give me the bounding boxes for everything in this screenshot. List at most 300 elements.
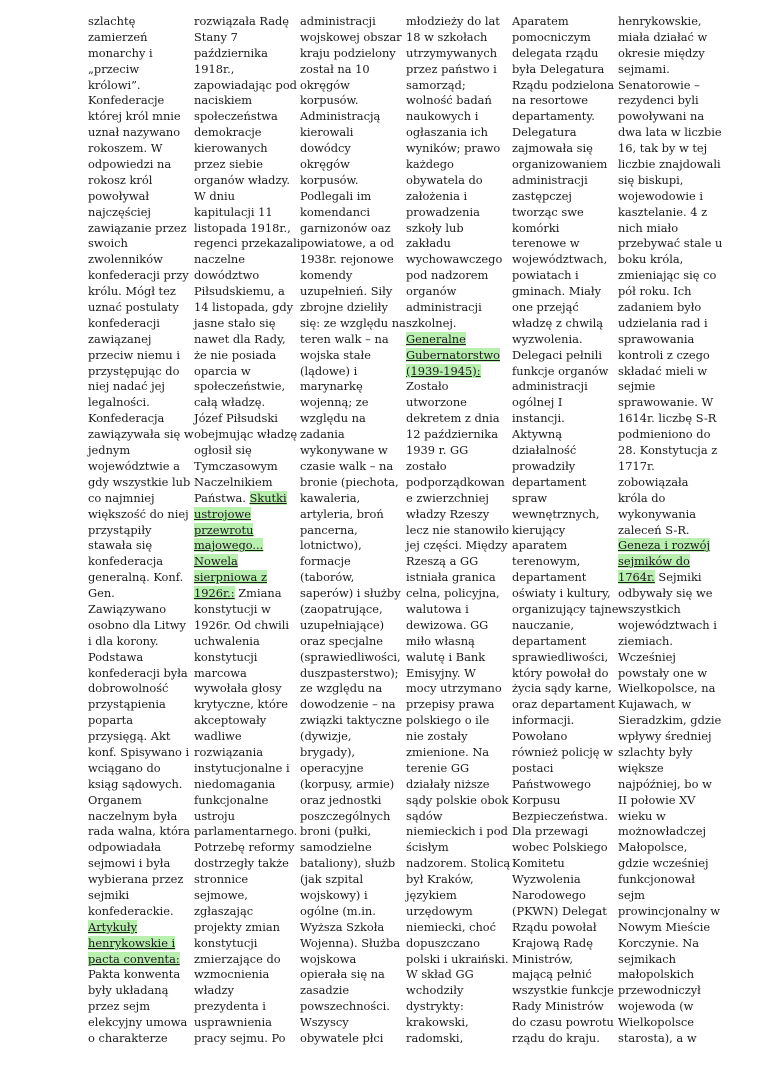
text-line: henrykowskie,: [618, 14, 702, 28]
text-line: wykonywania: [618, 506, 697, 521]
text-line: kontroli z czego: [618, 347, 710, 362]
text-line: okresie między: [618, 45, 705, 60]
text-line: 18 w szkołach: [406, 29, 488, 44]
text-line: korpusów.: [300, 93, 359, 108]
text-line: prezydenta i: [194, 999, 266, 1014]
text-line: artyleria, broń: [300, 506, 384, 521]
section-heading-link[interactable]: pacta conventa:: [88, 951, 180, 966]
text-line: zgłaszając: [194, 903, 254, 918]
text-line: dekretem z dnia: [406, 411, 500, 426]
text-line: jej części. Między: [406, 538, 508, 553]
text-line: niej nadać jej: [88, 379, 165, 394]
text-line: wojewoda (w: [618, 999, 694, 1014]
text-line: najpóźniej, bo w: [618, 776, 712, 791]
text-line: terenowe w: [512, 236, 580, 251]
line-text: Zmiana: [234, 586, 282, 601]
text-line: mocy utrzymano: [406, 681, 502, 696]
text-line: niedomagania: [194, 776, 276, 791]
text-line: Wyższa Szkoła: [300, 919, 385, 934]
text-line: szlachty były: [618, 744, 693, 759]
text-line: Administracją: [300, 109, 381, 124]
text-line: Piłsudskiemu, a: [194, 284, 285, 299]
text-line: istniała granica: [406, 570, 496, 585]
text-line: sejmikach: [618, 951, 676, 966]
text-line: sejmami.: [618, 61, 670, 76]
text-line: naciskiem: [194, 93, 253, 108]
text-line: ustroju: [194, 808, 235, 823]
text-line: niemiecki, choć: [406, 919, 497, 934]
text-line: października: [194, 45, 268, 60]
text-line: organizowaniem: [512, 157, 608, 172]
text-line: władzę z chwilą: [512, 315, 604, 330]
text-line: komórki: [512, 220, 560, 235]
text-line: przez siebie: [194, 157, 264, 172]
section-heading-link[interactable]: Gubernatorstwo: [406, 347, 500, 362]
text-line: 28. Konstytucja z: [618, 443, 718, 458]
text-line: obejmując władzę: [194, 427, 298, 442]
text-line: Rzeszą a GG: [406, 554, 479, 569]
text-line: korpusów.: [300, 172, 359, 187]
section-heading-link[interactable]: 1926r.:: [194, 586, 235, 601]
text-line: Rządu powołał: [512, 919, 597, 934]
text-line: dowództwo: [194, 268, 260, 283]
text-line: Nowym Mieście: [618, 919, 711, 934]
text-line: okręgów: [300, 77, 350, 92]
text-line: departament: [512, 570, 587, 585]
text-line: szkolnej.: [406, 315, 457, 330]
text-line: władzy Rzeszy: [406, 506, 490, 521]
text-line: 14 listopada, gdy: [194, 300, 294, 315]
text-line: wykonywane w: [300, 443, 388, 458]
text-line: się: ze względu na: [300, 315, 406, 330]
text-line: powiatowe, a od: [300, 236, 395, 251]
text-line: zajmowała się: [512, 141, 593, 156]
text-line: ze względu na: [300, 681, 383, 696]
text-line: pół roku. Ich: [618, 284, 692, 299]
text-line: listopada 1918r.,: [194, 220, 291, 235]
text-line: spraw: [512, 490, 548, 505]
text-line: ziemiach.: [618, 633, 673, 648]
text-line: W skład GG: [406, 967, 474, 982]
text-line: powiatach i: [512, 268, 579, 283]
text-line: konfederacji przy: [88, 268, 189, 283]
text-line: organizujący tajne: [512, 601, 619, 616]
text-line: Wielkopolsce: [618, 1015, 695, 1030]
text-line: której król mnie: [88, 109, 181, 124]
text-line: dobrowolność: [88, 681, 169, 696]
text-line: elekcyjny umowa: [88, 1015, 188, 1030]
text-line: utworzone: [406, 395, 467, 410]
section-heading-link[interactable]: 1764r.: [618, 570, 655, 585]
text-line: szkoły lub: [406, 220, 464, 235]
text-line: operacyjne: [300, 760, 364, 775]
text-line: rządu do kraju.: [512, 1031, 600, 1045]
text-line: (zaopatrujące,: [300, 601, 383, 616]
text-line: starosta), a w: [618, 1031, 697, 1045]
text-line: 12 października: [406, 427, 498, 442]
text-line: gdzie wcześniej: [618, 856, 709, 871]
text-line: oraz departament: [512, 697, 616, 712]
section-heading-link[interactable]: Artykuły: [88, 919, 138, 934]
text-line: konstytucji w: [194, 601, 271, 616]
text-line: Rządu podzielona: [512, 77, 615, 92]
text-line: uznał nazywano: [88, 125, 181, 140]
text-line: wychowawczego: [406, 252, 503, 267]
text-line: liczbie znajdowali: [618, 157, 721, 172]
text-line: zawiązanej: [88, 331, 152, 346]
text-line: ogłosił się: [194, 443, 252, 458]
text-line: prowincjonalny w: [618, 903, 721, 918]
text-line: krytyczne, które: [194, 697, 289, 712]
text-line: zastępczej: [512, 188, 572, 203]
section-heading-link[interactable]: (1939-1945):: [406, 363, 481, 378]
text-line: prowadzenia: [406, 204, 480, 219]
text-line: postaci: [512, 760, 554, 775]
text-line: funkcjonalne: [194, 792, 269, 807]
text-line: 1918r.,: [194, 61, 235, 76]
text-line: (korpusy, armie): [300, 776, 395, 791]
text-line: organów władzy.: [194, 172, 291, 187]
text-line: Gen.: [88, 586, 115, 601]
text-line: wyzwolenia.: [512, 331, 583, 346]
text-line: „przeciw: [88, 61, 140, 76]
section-heading-link[interactable]: sejmików do: [618, 554, 690, 569]
text-line: Aparatem: [512, 14, 569, 28]
text-line: składać mieli w: [618, 363, 708, 378]
text-line: uzupełniające): [300, 617, 385, 632]
text-line: kraju podzielony: [300, 45, 396, 60]
text-line: wojskowy) i: [300, 887, 368, 902]
text-line: króla do: [618, 490, 666, 505]
text-line: [406, 332, 508, 348]
text-line: Wyzwolenia: [512, 872, 581, 887]
text-line: usprawnienia: [194, 1015, 272, 1030]
text-line: prowadziły: [512, 458, 576, 473]
text-line: pod nadzorem: [406, 268, 489, 283]
text-line: przysięgą. Akt: [88, 729, 171, 744]
text-line: komendanci: [300, 204, 371, 219]
text-line: nawet dla Rady,: [194, 331, 286, 346]
text-line: przystąpiły: [88, 522, 152, 537]
text-line: przebywać stale u: [618, 236, 723, 251]
text-line: podmieniono do: [618, 427, 711, 442]
text-line: Wielkopolsce, na: [618, 681, 716, 696]
text-line: teren walk – na: [300, 331, 389, 346]
text-line: został na 10: [300, 61, 370, 76]
text-line: terenowym,: [512, 554, 581, 569]
text-line: przepisy prawa: [406, 697, 495, 712]
text-line: Małopolsce,: [618, 840, 688, 855]
text-line: co najmniej: [88, 490, 155, 505]
text-line: zawiązywała się w: [88, 427, 194, 442]
text-line: były układaną: [88, 983, 169, 998]
text-line: naczelnym była: [88, 808, 178, 823]
text-line: [194, 491, 296, 507]
text-line: departament: [512, 633, 587, 648]
text-line: Sieradzkim, gdzie: [618, 713, 722, 728]
text-line: o charakterze: [88, 1031, 168, 1045]
text-line: przez sejm: [88, 999, 151, 1014]
text-line: dewizowa. GG: [406, 617, 489, 632]
text-line: przewodniczył: [618, 983, 701, 998]
text-line: który powołał do: [512, 665, 609, 680]
text-line: zmieniając się co: [618, 268, 717, 283]
text-line: Państwowego: [512, 776, 591, 791]
text-line: [618, 570, 720, 586]
text-line: rozwiązała Radę: [194, 14, 290, 28]
text-line: obywatele płci: [300, 1031, 384, 1045]
text-line: działały niższe: [406, 776, 490, 791]
text-line: sejmowi i była: [88, 856, 171, 871]
text-line: Korczynie. Na: [618, 935, 700, 950]
text-line: lotnictwo),: [300, 538, 362, 553]
text-line: na resortowe: [512, 93, 589, 108]
text-line: [406, 364, 508, 380]
text-line: samorząd;: [406, 77, 466, 92]
text-line: najczęściej: [88, 204, 151, 219]
text-line: generalną. Konf.: [88, 570, 184, 585]
text-line: oraz jednostki: [300, 792, 382, 807]
text-line: Wcześniej: [618, 649, 676, 664]
text-line: miło własną: [406, 633, 475, 648]
text-line: sprawowanie. W: [618, 395, 714, 410]
text-line: odpowiadała: [88, 840, 162, 855]
text-line: całą władzę.: [194, 395, 266, 410]
text-line: większe: [618, 760, 664, 775]
text-line: 1926r. Od chwili: [194, 617, 290, 632]
text-column-1: [88, 14, 194, 1047]
text-line: Aktywną: [512, 427, 563, 442]
text-line: kierujący: [512, 522, 566, 537]
text-line: zostało: [406, 458, 447, 473]
text-line: województwach i: [618, 617, 717, 632]
text-line: zamierzeń: [88, 29, 148, 44]
text-line: działalność: [512, 443, 577, 458]
text-line: Zostało: [406, 379, 449, 394]
text-line: one przejąć: [512, 300, 579, 315]
text-line: czasie walk – na: [300, 458, 394, 473]
text-line: zwolenników: [88, 252, 163, 267]
text-line: regenci przekazali: [194, 236, 301, 251]
text-line: Delegatura: [512, 125, 577, 140]
text-line: Podlegali im: [300, 188, 372, 203]
text-line: instytucjonalne i: [194, 760, 290, 775]
text-line: Wszyscy: [300, 1015, 349, 1030]
line-text: Sejmiki: [654, 570, 702, 585]
text-line: Bezpieczeństwa.: [512, 808, 608, 823]
text-line: królu. Mógł tez: [88, 284, 176, 299]
text-line: rada walna, która: [88, 824, 191, 839]
text-line: jasne stało się: [194, 315, 276, 330]
text-line: uznać postulaty: [88, 300, 179, 315]
text-line: młodzieży do lat: [406, 14, 500, 28]
text-line: Konfederacje: [88, 93, 165, 108]
text-line: również policję w: [512, 744, 613, 759]
text-line: udzielania rad i: [618, 315, 708, 330]
text-line: urzędowym: [406, 903, 473, 918]
text-line: wobec Polskiego: [512, 840, 608, 855]
text-line: sądy polskie obok: [406, 792, 509, 807]
text-line: radomski,: [406, 1031, 464, 1045]
text-line: projekty zmian: [194, 919, 280, 934]
text-line: dostrzegły także: [194, 856, 289, 871]
text-line: kierowali: [300, 125, 354, 140]
text-line: Organem: [88, 792, 142, 807]
text-line: naukowych i: [406, 109, 479, 124]
section-heading-link[interactable]: sierpniowa z: [194, 570, 267, 585]
text-line: wszystkie funkcje: [512, 983, 614, 998]
text-line: dowódcy: [300, 141, 351, 156]
text-line: [88, 936, 190, 952]
section-heading-link[interactable]: Skutki: [249, 490, 287, 505]
text-line: Krajową Radę: [512, 935, 593, 950]
text-line: Kujawach, w: [618, 697, 692, 712]
text-line: konfederacja: [88, 554, 164, 569]
text-line: [194, 538, 296, 554]
text-line: względu na: [300, 411, 366, 426]
section-heading-link[interactable]: Nowela: [194, 554, 238, 569]
text-line: odpowiedzi na: [88, 157, 172, 172]
text-columns: [88, 14, 760, 1047]
text-line: [88, 920, 190, 936]
text-line: Naczelnikiem: [194, 474, 273, 489]
text-line: gminach. Miały: [512, 284, 602, 299]
text-line: walutowa i: [406, 601, 469, 616]
text-line: uchwalenia: [194, 633, 260, 648]
text-line: polskiego o ile: [406, 713, 490, 728]
text-line: Narodowego: [512, 887, 586, 902]
text-line: boku króla,: [618, 252, 684, 267]
text-line: walutę i Bank: [406, 649, 486, 664]
text-line: nadzorem. Stolicą: [406, 856, 511, 871]
text-line: każdego: [406, 157, 454, 172]
text-line: e zwierzchniej: [406, 490, 489, 505]
text-line: szlachtę: [88, 14, 136, 28]
text-line: samodzielne: [300, 840, 372, 855]
text-line: wojska stałe: [300, 347, 371, 362]
text-line: (PKWN) Delegat: [512, 903, 607, 918]
text-line: zadaniem było: [618, 300, 702, 315]
text-line: do czasu powrotu: [512, 1015, 614, 1030]
text-line: osobno dla Litwy: [88, 617, 186, 632]
text-line: Podstawa: [88, 649, 144, 664]
text-line: (sprawiedliwości,: [300, 649, 401, 664]
text-line: stronnice: [194, 872, 249, 887]
text-line: i dla korony.: [88, 633, 159, 648]
text-line: 1614r. liczbę S-R: [618, 411, 717, 426]
text-line: Stany 7: [194, 29, 238, 44]
text-line: zawiązanie przez: [88, 220, 187, 235]
text-line: kasztelanie. 4 z: [618, 204, 708, 219]
text-line: nich miało: [618, 220, 679, 235]
text-line: ogólnej I: [512, 395, 563, 410]
section-heading-link[interactable]: Geneza i rozwój: [618, 538, 711, 553]
text-line: (lądowe) i: [300, 363, 358, 378]
text-line: saperów) i służby: [300, 586, 401, 601]
section-heading-link[interactable]: majowego...: [194, 538, 264, 553]
text-line: Emisyjny. W: [406, 665, 476, 680]
text-line: 1939 r. GG: [406, 443, 469, 458]
text-line: zasadzie: [300, 983, 350, 998]
text-line: pracy sejmu. Po: [194, 1031, 286, 1045]
text-line: Konfederacja: [88, 411, 165, 426]
text-line: Ministrów,: [512, 951, 574, 966]
text-line: ścisłym: [406, 840, 449, 855]
text-line: dowodzenie – na: [300, 697, 396, 712]
text-line: powoływał: [88, 188, 150, 203]
text-line: 1938r. rejonowe: [300, 252, 394, 267]
text-line: się biskupi,: [618, 172, 684, 187]
text-line: oraz specjalne: [300, 633, 384, 648]
text-column-4: [406, 14, 512, 1047]
text-line: sejmiki: [88, 887, 130, 902]
text-line: Senatorowie –: [618, 77, 700, 92]
text-line: [406, 348, 508, 364]
text-line: krakowski,: [406, 1015, 469, 1030]
section-heading-link[interactable]: przewrotu: [194, 522, 254, 537]
text-line: [88, 952, 190, 968]
text-line: powszechności.: [300, 999, 390, 1014]
text-line: konfederacji była: [88, 665, 188, 680]
text-line: związki taktyczne: [300, 713, 403, 728]
text-line: [618, 538, 720, 554]
text-line: wojskowej obszar: [300, 29, 402, 44]
text-line: założenia i: [406, 188, 468, 203]
text-line: mającą pełnić: [512, 967, 592, 982]
text-line: funkcjonował: [618, 872, 695, 887]
text-column-6: [618, 14, 724, 1047]
text-line: akceptowały: [194, 713, 267, 728]
text-line: tworząc swe: [512, 204, 584, 219]
section-heading-link[interactable]: ustrojowe: [194, 506, 251, 521]
text-line: terenie GG: [406, 760, 470, 775]
text-column-5: [512, 14, 618, 1047]
text-line: bronie (piechota,: [300, 474, 399, 489]
text-line: sejmowe,: [194, 887, 248, 902]
text-line: ogłaszania ich: [406, 125, 489, 140]
text-line: swoich: [88, 236, 128, 251]
section-heading-link[interactable]: Generalne: [406, 331, 466, 346]
text-line: wciągano do: [88, 760, 161, 775]
text-line: wywołała głosy: [194, 681, 282, 696]
text-line: monarchy i: [88, 45, 153, 60]
text-line: broni (pułki,: [300, 824, 372, 839]
text-line: wewnętrznych,: [512, 506, 600, 521]
text-line: gdy wszystkie lub: [88, 474, 191, 489]
text-line: była Delegatura: [512, 61, 605, 76]
text-line: formacje: [300, 554, 351, 569]
text-line: rokosz król: [88, 172, 153, 187]
text-line: konf. Spisywano i: [88, 744, 190, 759]
text-line: wpływy średniej: [618, 729, 712, 744]
text-line: sądów: [406, 808, 443, 823]
text-line: lecz nie stanowiło: [406, 522, 510, 537]
text-line: (dywizje,: [300, 729, 352, 744]
text-line: poparta: [88, 713, 134, 728]
text-line: (jak szpital: [300, 872, 364, 887]
text-line: celna, policyjna,: [406, 586, 500, 601]
text-line: administracji: [512, 172, 588, 187]
text-line: jednym: [88, 443, 131, 458]
text-line: wojewodowie i: [618, 188, 704, 203]
text-line: W dniu: [194, 188, 235, 203]
section-heading-link[interactable]: henrykowskie i: [88, 935, 176, 950]
text-line: zmierzające do: [194, 951, 281, 966]
text-line: II połowie XV: [618, 792, 696, 807]
text-line: zapowiadając pod: [194, 77, 297, 92]
text-line: wybierana przez: [88, 872, 184, 887]
text-line: wojenną; ze: [300, 395, 369, 410]
